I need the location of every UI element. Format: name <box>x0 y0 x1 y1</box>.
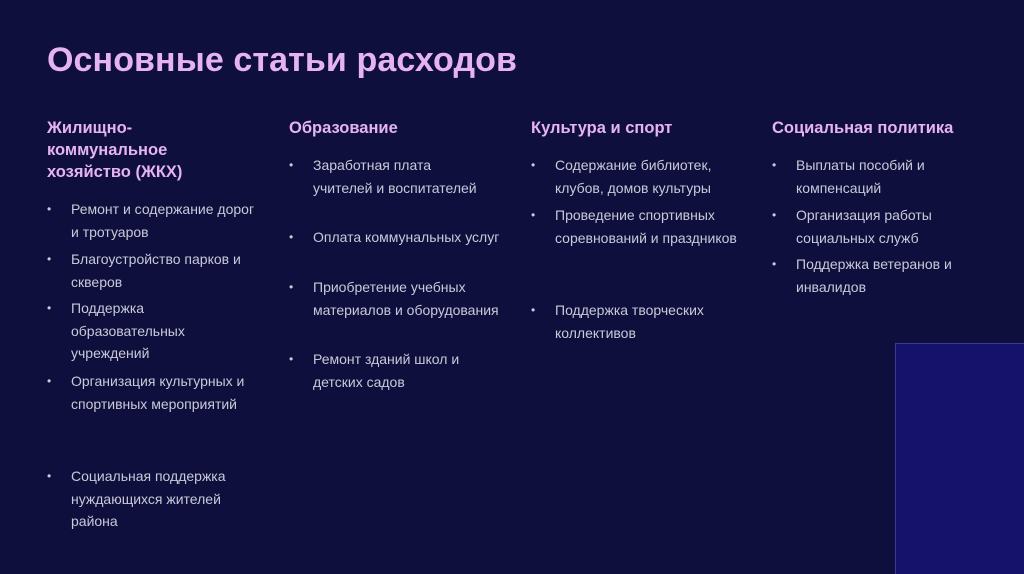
bullet-icon: • <box>47 374 52 388</box>
bullet-icon: • <box>772 257 777 271</box>
list-item-text: Благоустройство парков и скверов <box>71 251 241 290</box>
list-item <box>772 154 987 199</box>
column-heading: Жилищно-коммунальное хозяйство (ЖКХ) <box>47 119 183 181</box>
list-item-text: Организация работы социальных служб <box>796 207 932 246</box>
bullet-icon: • <box>47 252 52 266</box>
list-item-text: Ремонт и содержание дорог и тротуаров <box>71 201 255 240</box>
list-item-text: Ремонт зданий школ и детских садов <box>313 351 460 390</box>
column-heading: Социальная политика <box>772 119 954 137</box>
list-item <box>772 253 987 298</box>
bullet-icon: • <box>289 230 294 244</box>
list-item <box>47 248 262 293</box>
list-item <box>289 348 504 393</box>
column-heading: Образование <box>289 119 398 137</box>
list-item <box>47 198 262 243</box>
bullet-icon: • <box>289 158 294 172</box>
list-item <box>289 276 504 321</box>
list-item <box>47 465 262 533</box>
column-education <box>289 117 509 390</box>
list-item-text: Проведение спортивных соревнований и праздников <box>555 207 737 246</box>
slide-title: Основные статьи расходов <box>47 41 518 79</box>
bullet-icon: • <box>47 469 52 483</box>
column-housing <box>47 117 267 529</box>
list-item <box>531 299 746 344</box>
bullet-icon: • <box>289 352 294 366</box>
bullet-icon: • <box>531 208 536 222</box>
bullet-icon: • <box>47 202 52 216</box>
bullet-icon: • <box>531 303 536 317</box>
bullet-icon: • <box>772 208 777 222</box>
list-item-text: Поддержка творческих коллективов <box>555 302 704 341</box>
list-item <box>289 226 504 249</box>
column-culture-sport <box>531 117 751 341</box>
list-item-text: Заработная плата учителей и воспитателей <box>313 157 477 196</box>
list-item <box>772 204 987 249</box>
column-heading: Культура и спорт <box>531 119 673 137</box>
list-item <box>531 154 746 199</box>
list-item <box>47 370 262 415</box>
list-item <box>289 154 504 199</box>
list-item-text: Приобретение учебных материалов и оборудования <box>313 279 499 318</box>
bullet-icon: • <box>289 280 294 294</box>
list-item-text: Выплаты пособий и компенсаций <box>796 157 925 196</box>
bullet-icon: • <box>531 158 536 172</box>
list-item-text: Содержание библиотек, клубов, домов культуры <box>555 157 712 196</box>
list-item-text: Оплата коммунальных услуг <box>313 229 500 245</box>
list-item-text: Социальная поддержка нуждающихся жителей района <box>71 468 226 529</box>
list-item-text: Организация культурных и спортивных мероприятий <box>71 373 245 412</box>
list-item <box>531 204 746 249</box>
bullet-icon: • <box>772 158 777 172</box>
list-item <box>47 297 262 365</box>
list-item-text: Поддержка ветеранов и инвалидов <box>796 256 952 295</box>
bullet-icon: • <box>47 301 52 315</box>
list-item-text: Поддержка образовательных учреждений <box>71 300 185 361</box>
column-social-policy <box>772 117 1002 295</box>
decorative-panel <box>895 343 1024 574</box>
